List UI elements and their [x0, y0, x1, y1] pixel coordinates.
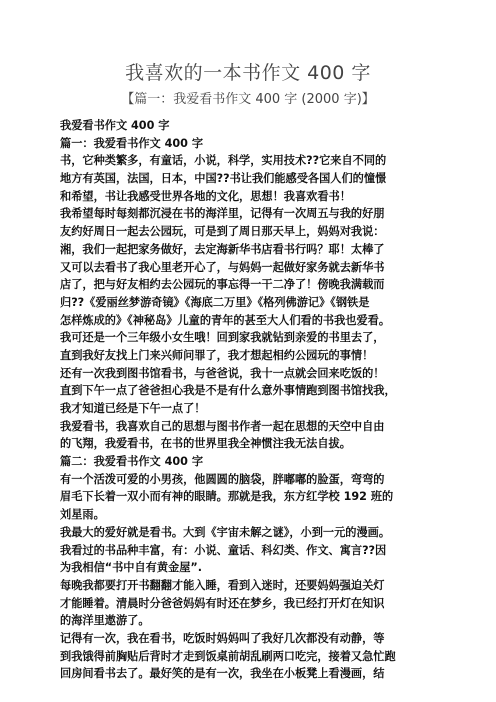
body-line: 刘星雨。 — [60, 508, 105, 522]
body-line: 篇一：我爱看书作文 400 字 — [60, 136, 204, 150]
body-line: 每晚我都要打开书翻翻才能入睡，看到入迷时，还要妈妈强迫关灯 — [60, 578, 385, 592]
body-line: 地方有英国，法国，日本，中国??书让我们能感受各国人们的憧憬 — [60, 172, 387, 186]
body-line: 为我相信“书中自有黄金屋”. — [60, 561, 203, 575]
body-line: 书，它种类繁多，有童话，小说，科学，实用技术??它来自不同的 — [60, 154, 387, 168]
body-line: 才能睡着。清晨时分爸爸妈妈有时还在梦乡，我已经打开灯在知识 — [60, 596, 385, 610]
body-line: 友约好周日一起去公园玩，可是到了周日那天早上，妈妈对我说： — [60, 225, 385, 239]
body-line: 怎样炼成的》《神秘岛》儿童的青年的甚至大人们看的书我也爱看。 — [60, 313, 391, 327]
body-line: 归??《爱丽丝梦游奇镜》《海底二万里》《格列佛游记》《钢铁是 — [60, 295, 370, 309]
body-line: 直到下午一点了爸爸担心我是不是有什么意外事情跑到图书馆找我， — [60, 384, 396, 398]
body-line: 我希望每时每刻都沉浸在书的海洋里，记得有一次周五与我的好朋 — [60, 207, 385, 221]
body-line: 店了，把与好友相约去公园玩的事忘得一干二净了！傍晚我满载而 — [60, 278, 385, 292]
body-line: 的飞翔，我爱看书，在书的世界里我全神惯注我无法自拔。 — [60, 437, 351, 451]
body-line: 篇二：我爱看书作文 400 字 — [60, 455, 204, 469]
body-line: 我最大的爱好就是看书。大到《宇宙未解之谜》，小到一元的漫画。 — [60, 525, 391, 539]
body-line: 又可以去看书了我心里老开心了，与妈妈一起做好家务就去新华书 — [60, 260, 385, 274]
body-line: 的海洋里遨游了。 — [60, 614, 150, 628]
body-line: 我看过的书品种丰富，有：小说、童话、科幻类、作文、寓言??因 — [60, 543, 387, 557]
body-line: 有一个活泼可爱的小男孩，他圆圆的脑袋，胖嘟嘟的脸蛋，弯弯的 — [60, 472, 385, 486]
body-line: 和希望，书让我感受世界各地的文化，思想！我喜欢看书！ — [60, 189, 351, 203]
body-line: 到我饿得前胸贴后背时才走到饭桌前胡乱刷两口吃完，接着又急忙跑 — [60, 649, 396, 663]
body-line: 我可还是一个三年级小女生哦！回到家我就钻到亲爱的书里去了， — [60, 331, 385, 345]
document-title: 我喜欢的一本书作文 400 字 — [125, 62, 371, 84]
body-line: 眉毛下长着一双小而有神的眼睛。那就是我，东方红学校 192 班的 — [60, 490, 394, 504]
body-line: 我爱看书作文 400 字 — [60, 119, 170, 132]
body-line: 记得有一次，我在看书，吃饭时妈妈叫了我好几次都没有动静，等 — [60, 631, 385, 645]
body-line: 湘，我们一起把家务做好，去定海新华书店看书行吗？耶！太棒了 — [60, 242, 385, 256]
document-subtitle: 【篇一：我爱看书作文 400 字 (2000 字)】 — [121, 92, 375, 107]
document-body — [60, 117, 470, 683]
body-line: 还有一次我到图书馆看书，与爸爸说，我十一点就会回来吃饭的！ — [60, 366, 385, 380]
body-line: 回房间看书去了。最好笑的是有一次，我坐在小板凳上看漫画，结 — [60, 667, 385, 681]
body-line: 直到我好友找上门来兴师问罪了，我才想起相约公园玩的事情！ — [60, 348, 374, 362]
body-line: 我爱看书，我喜欢自己的思想与图书作者一起在思想的天空中自由 — [60, 419, 385, 433]
body-line: 我才知道已经是下午一点了！ — [60, 402, 206, 415]
